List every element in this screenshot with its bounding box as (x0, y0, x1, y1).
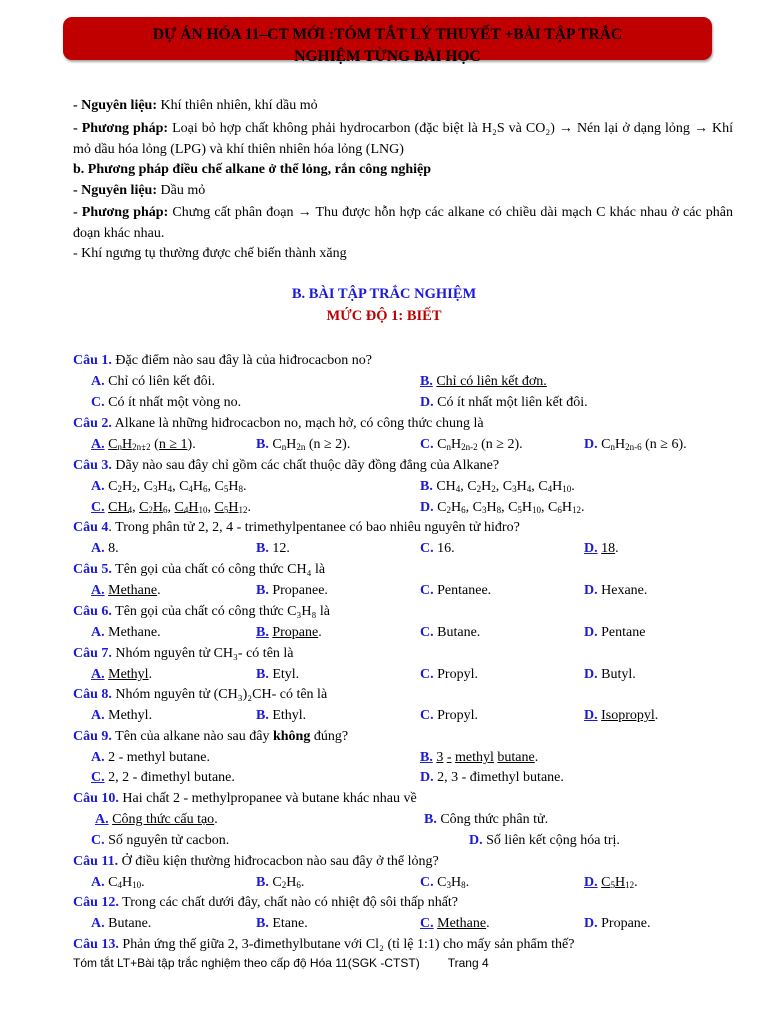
q4-option-a: A. 8. (91, 541, 119, 556)
theory-line-method-2: - Phương pháp: Chưng cất phân đoạn → Thu được hỗn hợp các alkane có chiều dài mạch C khác nhau ở các phân đoạn khác nhau. (73, 205, 733, 241)
q3-option-c: C. $CH_4$, $C_2H_6$, $C_4H_{10}$, $C_5H_{12}$. (91, 500, 251, 515)
theory-line-material: - Nguyên liệu: Khí thiên nhiên, khí dầu mỏ (73, 98, 318, 113)
q1-option-a: A. Chỉ có liên kết đôi. (91, 374, 216, 389)
q8-option-c: C. Propyl. (420, 708, 478, 723)
q10-option-a: A. Công thức cấu tạo. (95, 812, 218, 827)
theory-heading-b: b. Phương pháp điều chế alkane ở thể lỏng, rắn công nghiệp (73, 162, 432, 177)
q12-option-b: B. Etane. (256, 916, 308, 931)
q4-option-d: D. 18. (584, 541, 619, 556)
q8-option-b: B. Ethyl. (256, 708, 307, 723)
question-9: Câu 9. Tên của alkane nào sau đây không đúng? (73, 729, 349, 744)
q3-option-a: A. $C_2H_2$, $C_3H_4$, $C_4H_6$, $C_5H_8$. (91, 479, 247, 494)
q5-option-d: D. Hexane. (584, 583, 648, 598)
q3-option-b: B. $CH_4$, $C_2H_2$, $C_3H_4$, $C_4H_{10}$. (420, 479, 575, 494)
q6-option-d: D. Pentane (584, 625, 646, 640)
q12-option-d: D. Propane. (584, 916, 651, 931)
section-title: B. BÀI TẬP TRẮC NGHIỆM (291, 286, 477, 302)
question-3: Câu 3. Dãy nào sau đây chỉ gồm các chất thuộc dãy đồng đẳng của Alkane? (73, 458, 500, 473)
q1-option-b: B. Chỉ có liên kết đơn. (420, 374, 547, 389)
theory-line-gas: - Khí ngưng tụ thường được chế biến thành xăng (73, 246, 347, 261)
q5-option-b: B. Propanee. (256, 583, 328, 598)
question-7: Câu 7. Nhóm nguyên tử CH₃- có tên là (73, 646, 294, 661)
question-12: Câu 12. Trong các chất dưới đây, chất nào có nhiệt độ sôi thấp nhất? (73, 895, 459, 910)
theory-line-method: - Phương pháp: Loại bỏ hợp chất không phải hydrocarbon (đặc biệt là H₂S và CO₂) → Nén lại ở dạng lỏng → Khí mỏ dầu hóa lỏng (LPG) và khí thiên nhiên hóa lỏng (LNG) (73, 121, 733, 157)
q5-option-a: A. Methane. (91, 583, 161, 598)
q8-option-d: D. Isopropyl. (584, 708, 659, 723)
q1-option-d: D. Có ít nhất một liên kết đôi. (420, 395, 588, 410)
q11-option-c: C. $C_3H_8$. (420, 875, 470, 890)
q4-option-b: B. 12. (256, 541, 290, 556)
q2-option-a: A. $C_nH_{2n+2}$ (n ≥ 1). (91, 437, 196, 452)
q9-option-a: A. 2 - methyl butane. (91, 750, 210, 765)
page-footer (73, 956, 489, 970)
q2-option-c: C. $C_nH_{2n-2}$ (n ≥ 2). (420, 437, 523, 452)
q6-option-c: C. Butane. (420, 625, 481, 640)
question-6: Câu 6. Tên gọi của chất có công thức C₃H₈ là (73, 604, 330, 619)
question-1: Câu 1. Đặc điểm nào sau đây là của hiđrocacbon no? (73, 353, 372, 368)
footer-text: Tóm tắt LT+Bài tập trắc nghiệm theo cấp độ Hóa 11(SGK -CTST) (73, 956, 420, 970)
question-4: Câu 4. Trong phân tử 2, 2, 4 - trimethylpentanee có bao nhiêu nguyên tử hiđro? (73, 520, 520, 535)
q10-option-b: B. Công thức phân tử. (424, 812, 549, 827)
q11-option-b: B. $C_2H_6$. (256, 875, 305, 890)
q1-option-c: C. Có ít nhất một vòng no. (91, 395, 242, 410)
question-11: Câu 11. Ở điều kiện thường hiđrocacbon nào sau đây ở thể lỏng? (73, 854, 439, 869)
question-2: Câu 2. Alkane là những hiđrocacbon no, mạch hở, có công thức chung là (73, 416, 484, 431)
question-10: Câu 10. Hai chất 2 - methylpropanee và butane khác nhau về (73, 791, 417, 806)
q11-option-d: D. $C_5H_{12}$. (584, 875, 638, 890)
q3-option-d: D. $C_2H_6$, $C_3H_8$, $C_5H_{10}$, $C_6H_{12}$. (420, 500, 585, 515)
q2-option-b: B. $C_nH_{2n}$ (n ≥ 2). (256, 437, 351, 452)
q7-option-d: D. Butyl. (584, 667, 636, 682)
q4-option-c: C. 16. (420, 541, 455, 556)
q9-option-c: C. 2, 2 - đimethyl butane. (91, 770, 235, 785)
title-line-2: NGHIỆM TỪNG BÀI HỌC (294, 48, 481, 65)
q10-option-c: C. Số nguyên tử cacbon. (91, 833, 230, 848)
question-8: Câu 8. Nhóm nguyên tử (CH₃)₂CH- có tên là (73, 687, 328, 702)
q7-option-c: C. Propyl. (420, 667, 478, 682)
q6-option-b: B. Propane. (256, 625, 322, 640)
question-13: Câu 13. Phản ứng thế giữa 2, 3-đimethylbutane với Cl₂ (tỉ lệ 1:1) cho mấy sản phẩm thế? (73, 937, 575, 952)
page-title (63, 24, 712, 68)
title-line-1: DỰ ÁN HÓA 11–CT MỚI :TÓM TẮT LÝ THUYẾT +BÀI TẬP TRẮC (152, 26, 623, 43)
q7-option-a: A. Methyl. (91, 667, 153, 682)
q9-option-b: B. 3 - methyl butane. (420, 750, 539, 765)
q11-option-a: A. $C_4H_{10}$. (91, 875, 145, 890)
q5-option-c: C. Pentanee. (420, 583, 492, 598)
q6-option-a: A. Methane. (91, 625, 161, 640)
section-level: MỨC ĐỘ 1: BIẾT (326, 308, 442, 324)
q12-option-c: C. Methane. (420, 916, 490, 931)
page-number: Trang 4 (447, 956, 489, 970)
question-5: Câu 5. Tên gọi của chất có công thức CH₄ là (73, 562, 326, 577)
q12-option-a: A. Butane. (91, 916, 152, 931)
q10-option-d: D. Số liên kết cộng hóa trị. (469, 833, 620, 848)
q7-option-b: B. Etyl. (256, 667, 300, 682)
q9-option-d: D. 2, 3 - đimethyl butane. (420, 770, 564, 785)
q2-option-d: D. $C_nH_{2n-6}$ (n ≥ 6). (584, 437, 687, 452)
q8-option-a: A. Methyl. (91, 708, 153, 723)
theory-line-material-2: - Nguyên liệu: Dầu mỏ (73, 183, 206, 198)
